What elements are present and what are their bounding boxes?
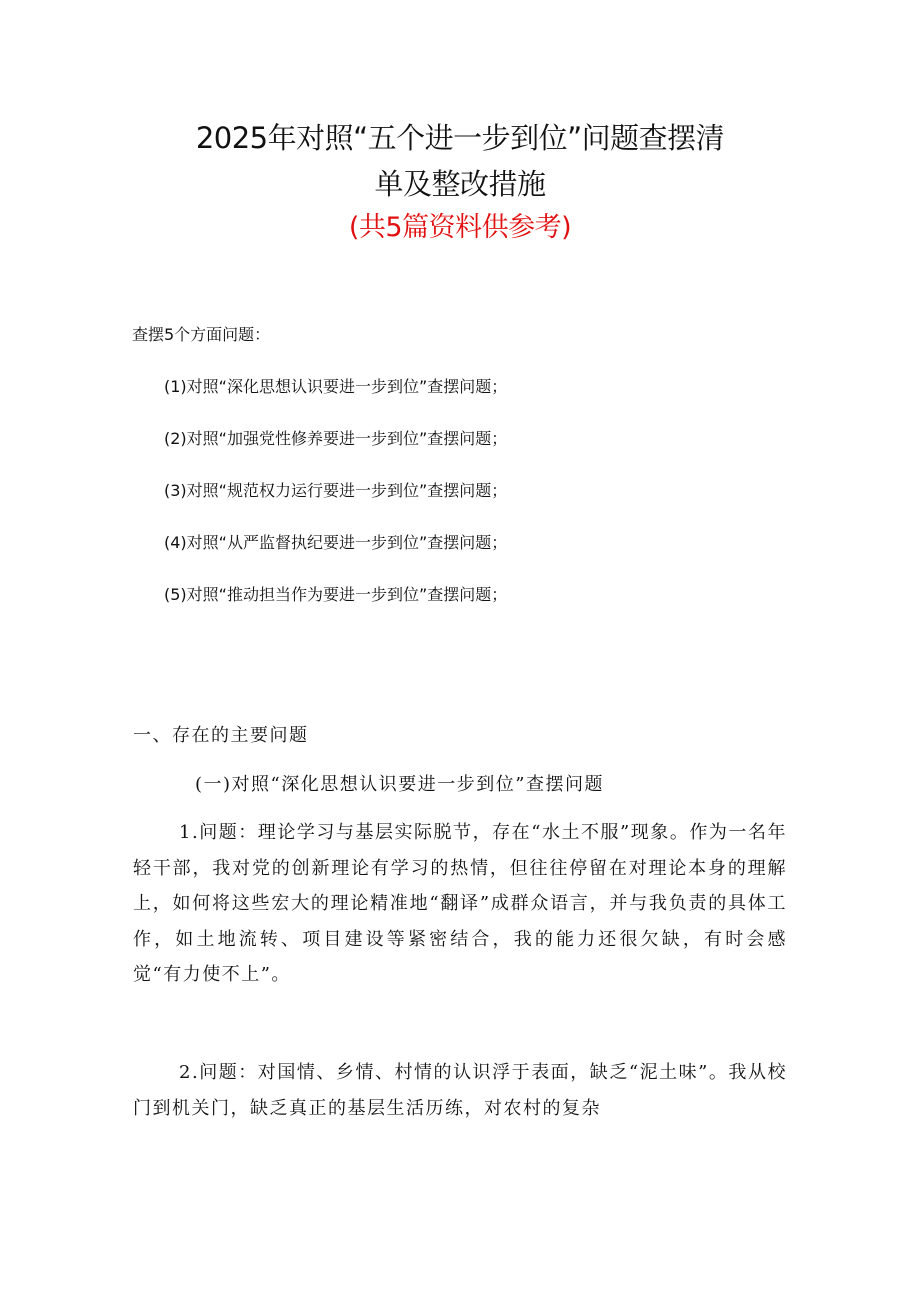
document-title-line-1: 2025年对照“五个进一步到位”问题查摆清	[195, 121, 725, 155]
paragraph-2: 2.问题：对国情、乡情、村情的认识浮于表面，缺乏“泥土味”。我从校门到机关门，缺乏真正的基层生活历练，对农村的复杂	[133, 1062, 787, 1119]
aspect-item-4: (4)对照“从严监督执纪要进一步到位”查摆问题；	[164, 533, 508, 552]
aspect-item-2: (2)对照“加强党性修养要进一步到位”查摆问题；	[164, 429, 508, 448]
aspect-item-1: (1)对照“深化思想认识要进一步到位”查摆问题；	[164, 377, 508, 396]
document-subtitle: (共5篇资料供参考)	[348, 212, 572, 243]
paragraph-1: 1.问题：理论学习与基层实际脱节，存在“水土不服”现象。作为一名年轻干部，我对党的创新理论有学习的热情，但往往停留在对理论本身的理解上，如何将这些宏大的理论精准地“翻译”成群众语言，并与我负责的具体工作，如土地流转、项目建设等紧密结合，我的能力还很欠缺，有时会感觉“有力使不上”。	[133, 822, 787, 985]
document-title-line-2: 单及整改措施	[374, 167, 546, 201]
aspect-item-3: (3)对照“规范权力运行要进一步到位”查摆问题；	[164, 481, 508, 500]
aspect-item-5: (5)对照“推动担当作为要进一步到位”查摆问题；	[164, 585, 508, 604]
section-heading: 一、存在的主要问题	[133, 725, 309, 746]
intro-text: 查摆5个方面问题：	[132, 325, 271, 344]
sub-heading: (一)对照“深化思想认识要进一步到位”查摆问题	[195, 774, 604, 795]
aspect-list	[164, 375, 507, 635]
